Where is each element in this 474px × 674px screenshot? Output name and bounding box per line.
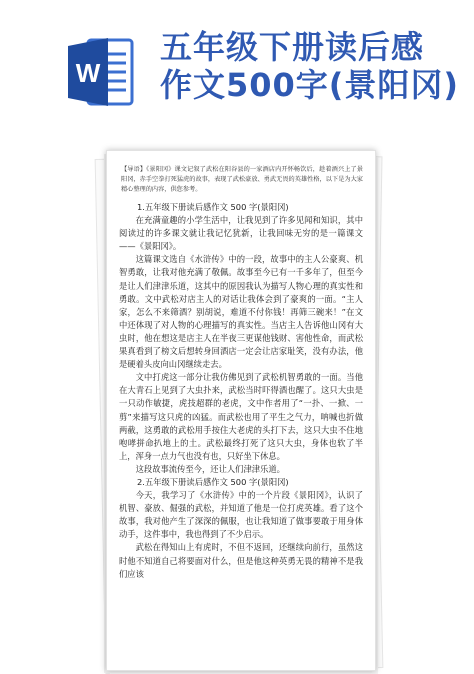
paragraph: 这段故事流传至今，还让人们津津乐道。 xyxy=(135,463,285,474)
page-title xyxy=(160,28,460,104)
paragraph: 文中打虎这一部分让我仿佛见到了武松机智勇敢的一面。当他在大青石上见到了大虫扑来，武松当时吓得酒也醒了。这只大虫是一只动作敏捷，虎技超群的老虎，文中作者用了“一扑、一掀、一剪”来描写这只虎的凶猛。而武松也用了平生之气力，呐喊也折做两截，这勇敢的武松用手按住大老虎的头打下去，这只大虫不住地咆哮拼命扒地上的土。武松最终打死了这只大虫，身体也软了半上，浑身一点力气也没有也，只好坐下休息。 xyxy=(119,372,363,461)
section-heading: 1.五年级下册读后感作文 500 字(景阳冈) xyxy=(137,202,289,212)
paragraph: 这篇课文选自《水浒传》中的一段，故事中的主人公豪爽、机智勇敢，让我对他充满了敬佩。故事至今已有一千多年了，但至今是让人们津津乐道，这其中的原因我认为描写人物心理的真实性和勇敢。文中武松对店主人的对话让我体会到了豪爽的一面。“主人家，怎么不来筛酒？别胡说，难道不付你钱！再筛三碗来！”在文中还体现了对人物的心理描写的真实性。当店主人告诉他山冈有大虫时，他在想这是店主人在半夜三更谋他钱财、害他性命，而武松果真看到了榜文后想转身回酒店一定会让店家耻笑，没有办法，他是硬着头皮向山冈继续走去。 xyxy=(119,254,363,370)
paragraph: 在充满童趣的小学生活中，让我见到了许多见闻和知识，其中阅读过的许多课文就让我记忆犹新，让我回味无穷的是一篇课文——《景阳冈》。 xyxy=(119,215,363,252)
word-document-icon xyxy=(66,32,136,112)
paragraph: 武松在得知山上有虎时，不但不返回，还继续向前行，虽然这时他不知道自己将要面对什么，但是他这种英勇无畏的精神不是我们应该 xyxy=(119,542,363,579)
document-body xyxy=(119,201,363,581)
document-guide: 【导语】《景阳冈》课文记叙了武松在阳谷县的一家酒店内开怀畅饮后，趁着酒兴上了景阳冈，赤手空拳打死猛虎的故事，表现了武松豪放、勇武无畏的英雄性格，以下是为大家精心整理的内容，供您参考。 xyxy=(121,166,363,193)
title-line-1: 五年级下册读后感 xyxy=(160,28,425,66)
word-icon-letter: W xyxy=(75,58,101,88)
section-heading: 2.五年级下册读后感作文 500 字(景阳冈) xyxy=(137,476,289,487)
paragraph: 今天，我学习了《水浒传》中的一个片段《景阳冈》，认识了机智、豪放、倔强的武松，并知道了他是一位打虎英雄。看了这个故事，我对他产生了深深的佩服，也让我知道了做事要敢于用身体动手，这件事中，我也得到了不少启示。 xyxy=(119,490,363,540)
document-preview[interactable] xyxy=(106,150,376,671)
title-line-2: 作文500字(景阳冈) xyxy=(160,66,460,104)
